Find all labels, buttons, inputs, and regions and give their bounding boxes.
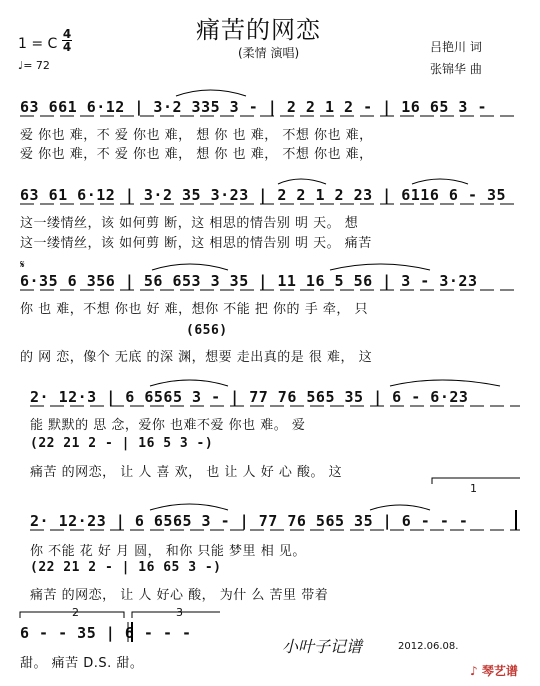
slur	[152, 264, 228, 270]
lyrics-line-1a: 爱 你也 难，不 爱 你也 难， 想 你 也 难， 不想 你也 难，	[20, 128, 373, 143]
notation-line-7: 2· 12·23 | 6 6565 3 - | 77 76 565 35 | 6 - - -	[30, 512, 469, 530]
notation-line-7-accomp: (22 21 2 - | 16 65 3 -)	[30, 560, 222, 575]
lyricist-credit: 吕艳川 词	[430, 40, 482, 54]
singer-credit: (柔情 演唱)	[238, 46, 300, 60]
slur	[150, 504, 228, 510]
notation-line-5: 2· 12·3 | 6 6565 3 - | 77 76 565 35 | 6 - 6·23	[30, 388, 469, 406]
watermark-text: 琴艺谱	[481, 664, 518, 678]
slur	[412, 179, 468, 184]
time-signature-bottom: 4	[62, 40, 72, 54]
lyrics-line-7: 你 不能 花 好 月 圆， 和你 只能 梦里 相 见。	[30, 544, 306, 559]
notation-line-9: 6 - - 35 | 6 - - -	[20, 624, 192, 642]
volta-bracket-1	[432, 478, 520, 484]
key-signature: 1 = C	[18, 36, 58, 52]
slur	[370, 505, 430, 510]
lyrics-line-2b: 这一缕情丝，该 如何剪 断，这 相思的情告别 明 天。 痛苦	[20, 236, 372, 251]
time-signature-top: 4	[62, 27, 72, 41]
lyrics-line-8: 痛苦 的网恋， 让 人 好心 酸， 为什 么 苦里 带着	[30, 588, 329, 603]
slur	[176, 90, 246, 96]
interlude-notes: (656)	[186, 323, 228, 338]
lyrics-line-6: 痛苦 的网恋， 让 人 喜 欢， 也 让 人 好 心 酸。 这	[30, 465, 343, 480]
notation-line-2: 63 61 6·12 | 3·2 35 3·23 | 2 2 1 2 23 | 6116 6 - 35	[20, 186, 507, 204]
lyrics-line-9: 甜。 痛苦 D.S. 甜。	[20, 656, 144, 671]
transcriber-signature: 小叶子记谱	[282, 637, 363, 656]
volta-1-label: 1	[470, 482, 477, 495]
volta-3-label: 3	[176, 606, 183, 619]
volta-2-label: 2	[72, 606, 79, 619]
segno-sign: 𝄋	[20, 258, 25, 271]
volta-bracket-2	[20, 612, 124, 618]
logo-icon: ♪	[470, 664, 478, 678]
transcription-date: 2012.06.08.	[398, 641, 459, 652]
page-title: 痛苦的网恋	[196, 16, 321, 44]
tempo-mark: ♩= 72	[18, 59, 50, 72]
lyrics-line-4: 的 网 恋，像个 无底 的深 渊，想要 走出真的是 很 难， 这	[20, 350, 373, 365]
slur	[150, 380, 228, 386]
lyrics-line-5: 能 默默的 思 念，爱你 也难不爱 你也 难。 爱	[30, 418, 306, 433]
slur	[390, 380, 500, 386]
slur	[330, 264, 430, 270]
lyrics-line-1b: 爱 你也 难，不 爱 你也 难， 想 你 也 难， 不想 你也 难，	[20, 147, 373, 162]
slur	[278, 179, 326, 184]
notation-line-5-accomp: (22 21 2 - | 16 5 3 -)	[30, 436, 214, 451]
notation-line-1: 63 661 6·12 | 3·2 335 3 - | 2 2 1 2 - | 16 65 3 -	[20, 98, 488, 116]
lyrics-line-3: 你 也 难，不想 你也 好 难，想你 不能 把 你的 手 牵， 只	[20, 302, 368, 317]
lyrics-line-2a: 这一缕情丝，该 如何剪 断，这 相思的情告别 明 天。 想	[20, 216, 359, 231]
composer-credit: 张锦华 曲	[430, 62, 482, 76]
notation-line-3: 6·35 6 356 | 56 653 3 35 | 11 16 5 56 | 3 - 3·23	[20, 272, 478, 290]
volta-bracket-3	[132, 612, 220, 618]
